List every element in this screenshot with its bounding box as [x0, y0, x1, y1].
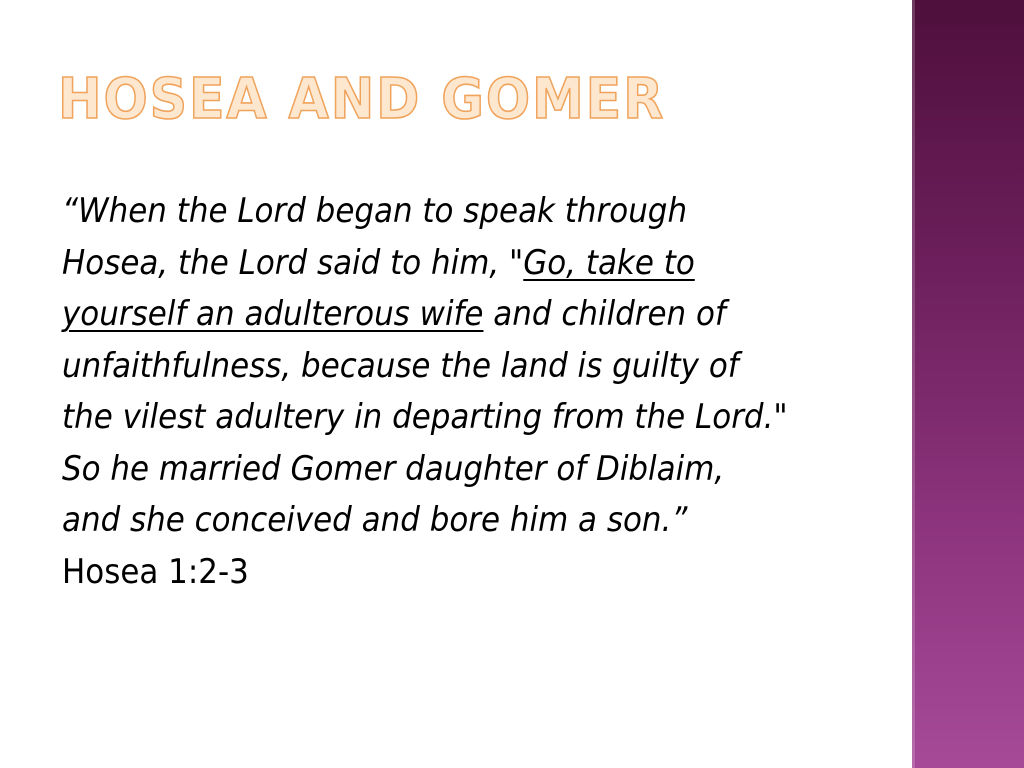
quote-text-part-1: “When the Lord began to speak through Hosea, the Lord said to him, " — [62, 191, 688, 283]
quote-underlined-text: Go, take to yourself an adulterous wife — [62, 242, 695, 334]
side-bar-edge — [912, 0, 915, 768]
quote-text-part-2: and children of unfaithfulness, because the land is guilty of the vilest adultery in departing from the Lord." So he married Gomer daughter of Diblaim, and she conceived and bore him a son.” — [62, 294, 788, 540]
decorative-side-bar — [912, 0, 1024, 768]
scripture-quote — [62, 186, 790, 598]
scripture-reference: Hosea 1:2-3 — [62, 551, 249, 592]
slide-title: HOSEA AND GOMER — [58, 67, 666, 132]
